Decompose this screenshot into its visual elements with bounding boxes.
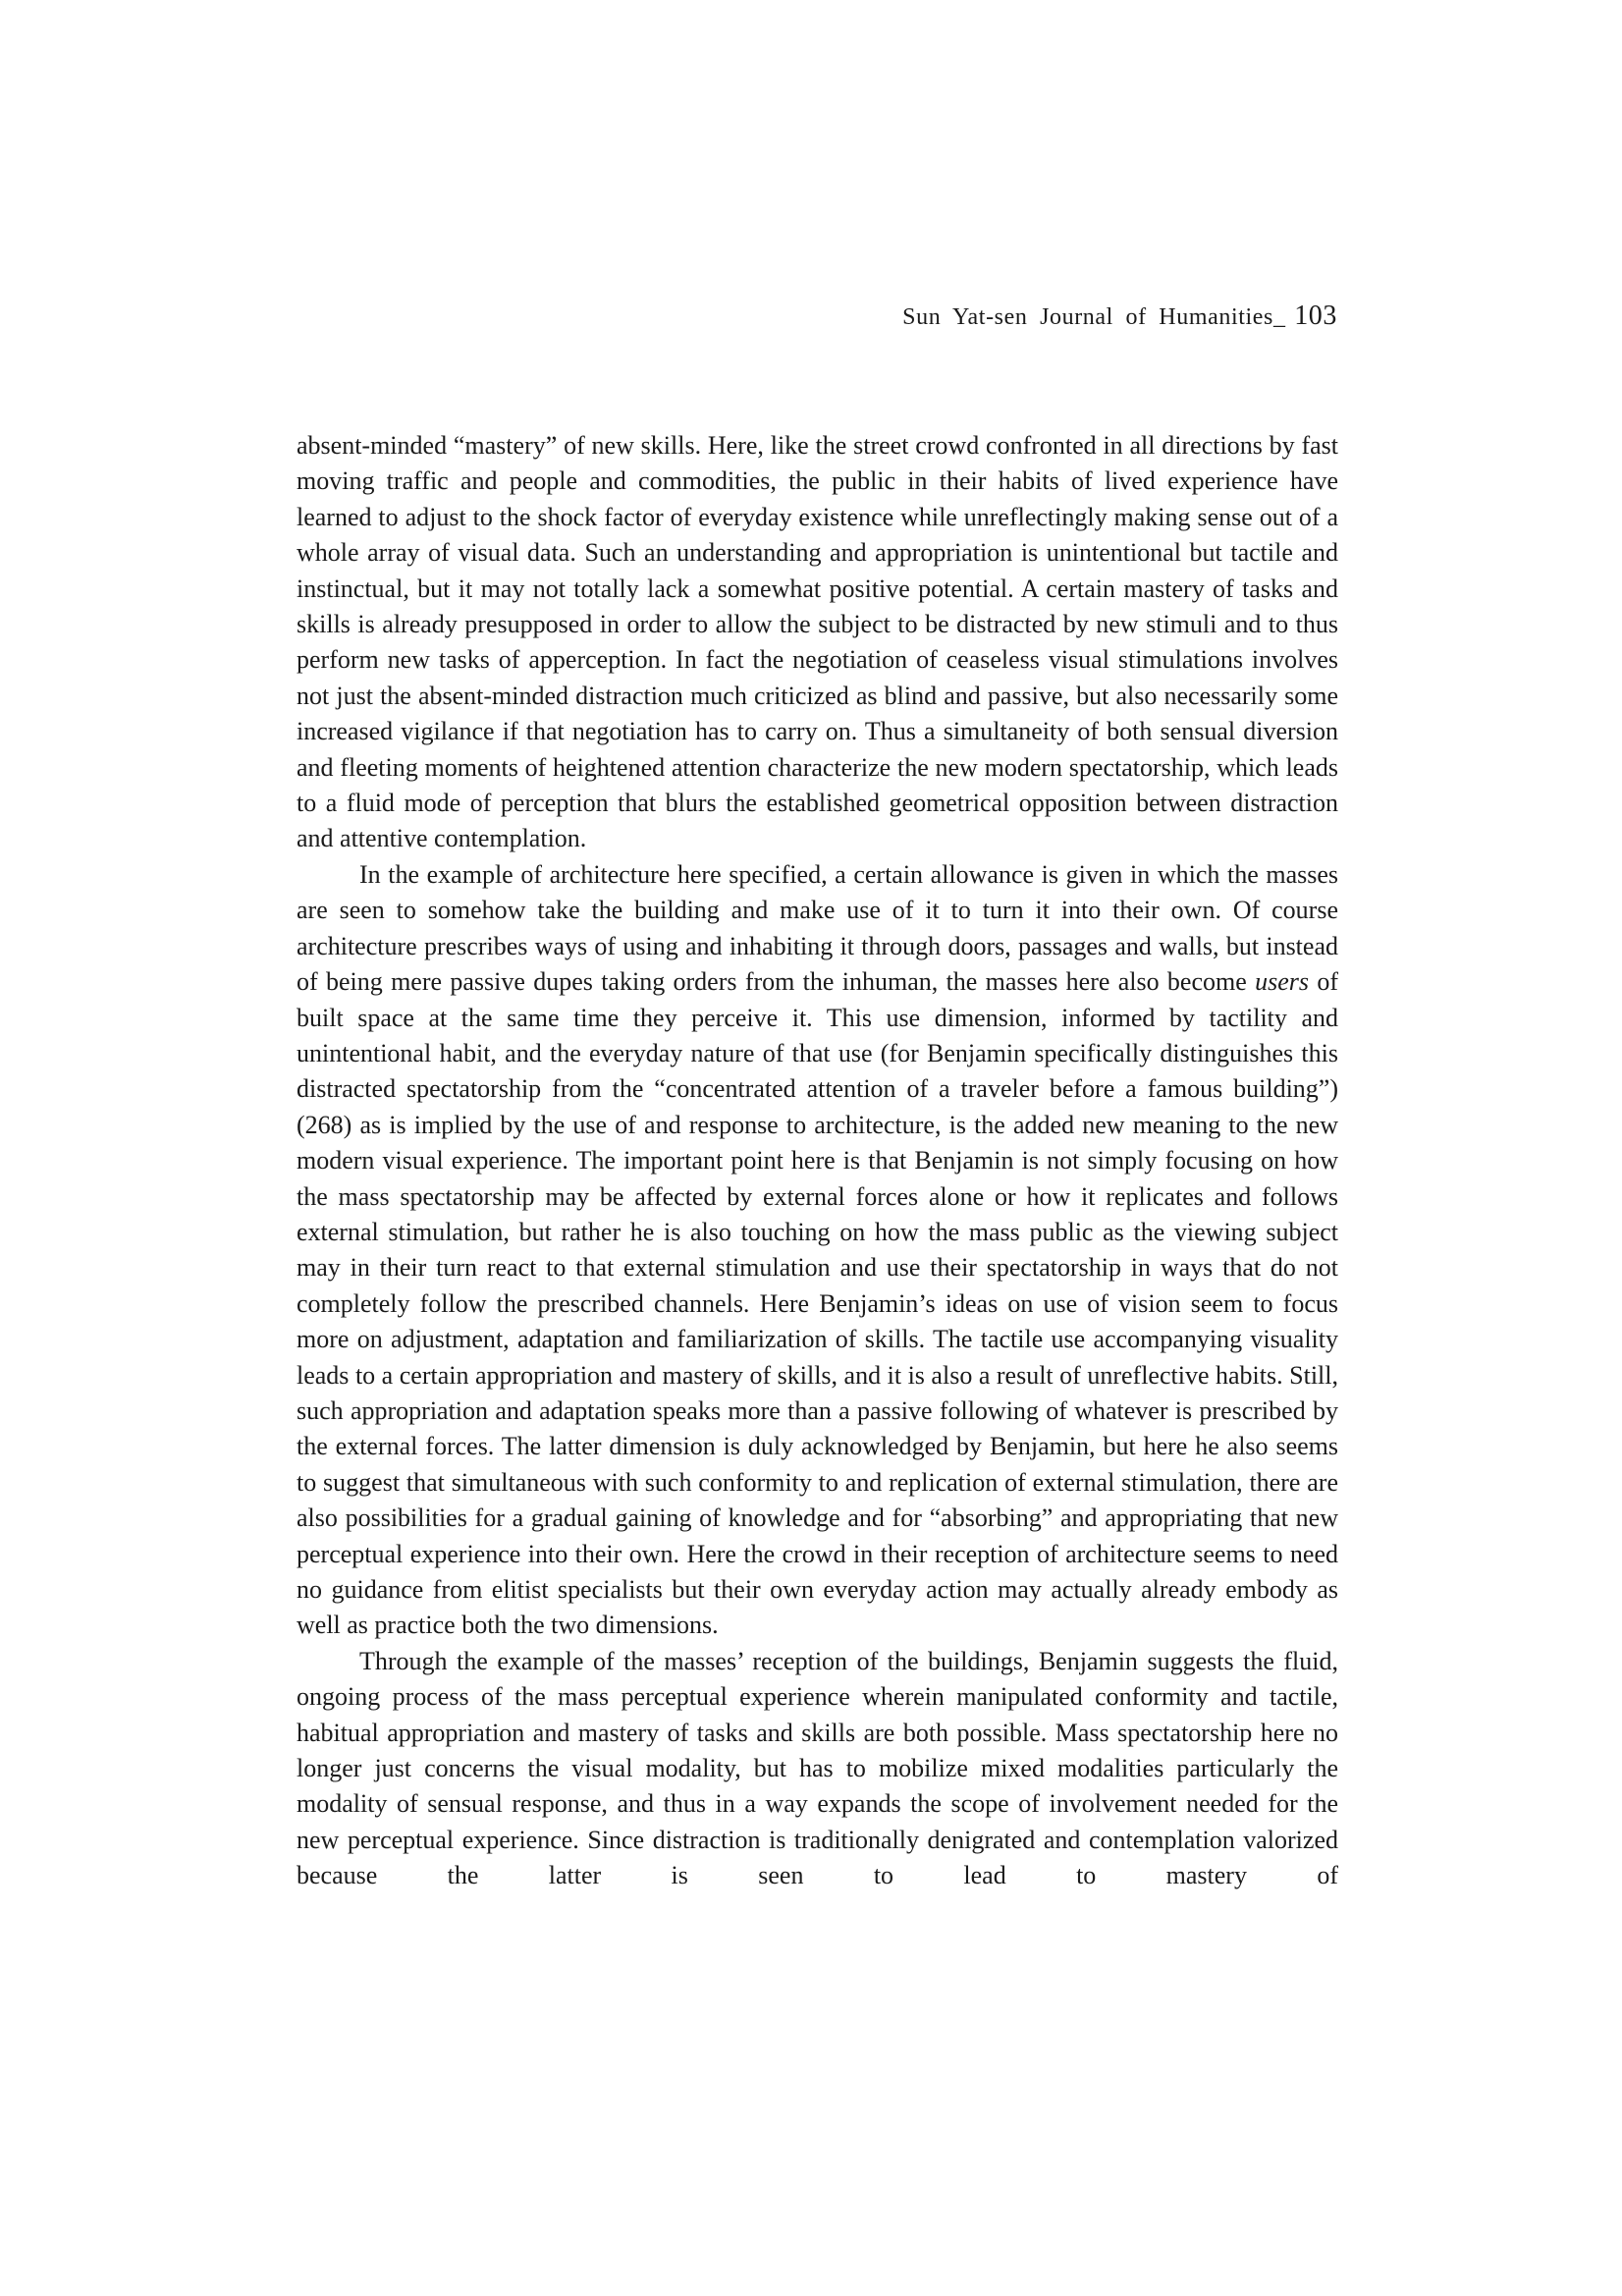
paragraph-2 [297,857,1338,1644]
article-body [297,428,1338,1894]
paragraph-1: absent-minded “mastery” of new skills. Here, like the street crowd confronted in all directions by fast moving traffic and people and commodities, the public in their habits of lived experience have learned to adjust to the shock factor of everyday existence while unreflectingly making sense out of a whole array of visual data. Such an understanding and appropriation is unintentional but tactile and instinctual, but it may not totally lack a somewhat positive potential. A certain mastery of tasks and skills is already presupposed in order to allow the subject to be distracted by new stimuli and to thus perform new tasks of apperception. In fact the negotiation of ceaseless visual stimulations involves not just the absent-minded distraction much criticized as blind and passive, but also necessarily some increased vigilance if that negotiation has to carry on. Thus a simultaneity of both sensual diversion and fleeting moments of heightened attention characterize the new modern spectatorship, which leads to a fluid mode of perception that blurs the established geometrical opposition between distraction and attentive contemplation. [297,431,1338,853]
running-header [902,302,1337,330]
paragraph-2-part-1: In the example of architecture here specified, a certain allowance is given in which the masses are seen to somehow take the building and make use of it to turn it into their own. Of course architecture prescribes ways of using and inhabiting it through doors, passages and walls, but instead of being mere passive dupes taking orders from the inhuman, the masses here also become [297,859,1338,997]
page-number: 103 [1294,301,1337,331]
journal-title: Sun Yat-sen Journal of Humanities [902,304,1273,330]
paragraph-3: Through the example of the masses’ reception of the buildings, Benjamin suggests the fluid, ongoing process of the mass perceptual experience wherein manipulated conformity and tactile, habitual appropriation and mastery of tasks and skills are both possible. Mass spectatorship here no longer just concerns the visual modality, but has to mobilize mixed modalities particularly the modality of sensual response, and thus in a way expands the scope of involvement needed for the new perceptual experience. Since distraction is traditionally denigrated and contemplation valorized because the latter is seen to lead to mastery of [297,1646,1338,1890]
paragraph-2-italic-term: users [1255,967,1309,997]
header-separator: _ [1272,304,1286,330]
paragraph-2-part-2: of built space at the same time they perceive it. This use dimension, informed by tactility and unintentional habit, and the everyday nature of that use (for Benjamin specifically distinguishes this distracted spectatorship from the “concentrated attention of a traveler before a famous building”) (268) as is implied by the use of and response to architecture, is the added new meaning to the new modern visual experience. The important point here is that Benjamin is not simply focusing on how the mass spectatorship may be affected by external forces alone or how it replicates and follows external stimulation, but rather he is also touching on how the mass public as the viewing subject may in their turn react to that external stimulation and use their spectatorship in ways that do not completely follow the prescribed channels. Here Benjamin’s ideas on use of vision seem to focus more on adjustment, adaptation and familiarization of skills. The tactile use accompanying visuality leads to a certain appropriation and mastery of skills, and it is also a result of unreflective habits. Still, such appropriation and adaptation speaks more than a passive following of whatever is prescribed by the external forces. The latter dimension is duly acknowledged by Benjamin, but here he also seems to suggest that simultaneous with such conformity to and replication of external stimulation, there are also possibilities for a gradual gaining of knowledge and for “absorbing” and appropriating that new perceptual experience into their own. Here the crowd in their reception of architecture seems to need no guidance from elitist specialists but their own everyday action may actually already embody as well as practice both the two dimensions. [297,967,1338,1640]
